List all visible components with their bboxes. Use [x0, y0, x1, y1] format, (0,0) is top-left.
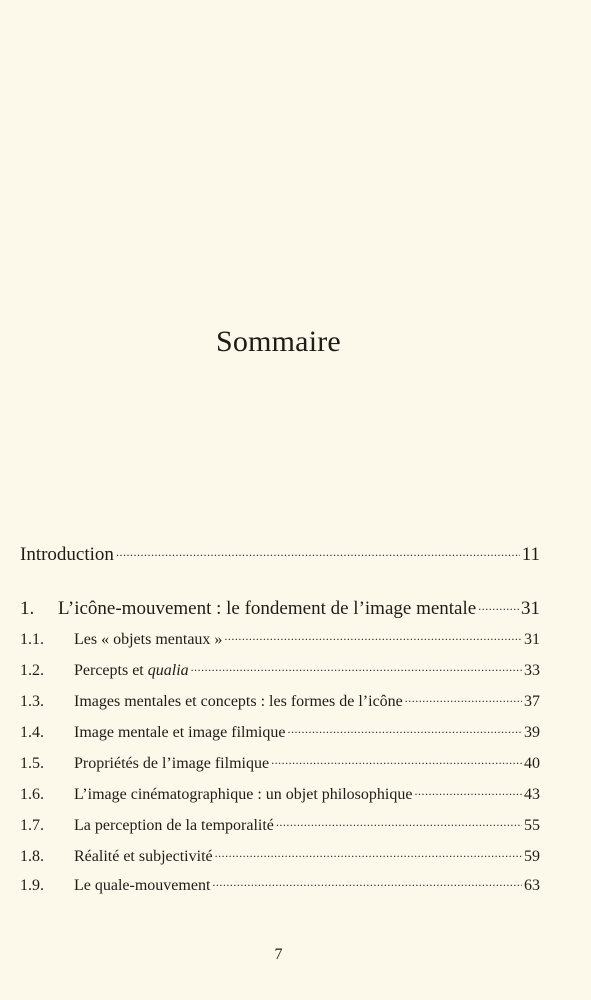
toc-entry-page: 59 [524, 848, 540, 865]
dot-leader [271, 752, 522, 768]
toc-entry-section [20, 659, 540, 680]
toc-entry-number: 1.3. [20, 693, 44, 710]
toc-entry-number: 1.6. [20, 786, 44, 803]
toc-entry-section [20, 752, 540, 773]
toc-entry-number: 1.5. [20, 755, 44, 772]
page-number: 7 [274, 946, 283, 963]
toc-entry-label: L’image cinématographique : un objet philosophique [74, 786, 413, 803]
toc-entry-page: 63 [524, 877, 540, 894]
dot-leader [212, 874, 522, 890]
dot-leader [224, 628, 522, 644]
toc-entry-section [20, 814, 540, 835]
toc-entry-label: Propriétés de l’image filmique [74, 755, 270, 772]
toc-entry-section [20, 628, 540, 649]
toc-entry-section [20, 721, 540, 742]
toc-entry-label: Réalité et subjectivité [74, 848, 213, 865]
dot-leader [215, 845, 522, 861]
toc-entry-label: La perception de la temporalité [74, 817, 274, 834]
toc-entry-section [20, 690, 540, 711]
dot-leader [414, 783, 522, 799]
page-title: Sommaire [216, 325, 341, 358]
toc-entry-number: 1.8. [20, 848, 44, 865]
toc-entry-label: Images mentales et concepts : les formes de l’icône [74, 693, 403, 710]
toc-entry-section [20, 783, 540, 804]
toc-entry-number: 1.1. [20, 631, 44, 648]
toc-entry-label: Le quale-mouvement [74, 877, 211, 894]
toc-entry-number: 1.7. [20, 817, 44, 834]
toc-entry-page: 11 [521, 544, 540, 565]
toc-entry-page: 39 [524, 724, 540, 741]
toc-entry-section [20, 845, 540, 866]
dot-leader [191, 659, 522, 675]
toc-entry-section [20, 874, 540, 895]
toc-entry-number: 1. [20, 598, 35, 619]
toc-entry-chapter-1 [20, 595, 540, 620]
toc-entry-page: 31 [524, 631, 540, 648]
toc-entry-number: 1.4. [20, 724, 44, 741]
toc-entry-label-italic: qualia [147, 662, 189, 679]
toc-entry-label [74, 662, 189, 680]
toc-entry-number: 1.9. [20, 877, 44, 894]
dot-leader [478, 595, 519, 614]
toc-entry-label: Introduction [20, 544, 114, 565]
dot-leader [287, 721, 522, 737]
toc-entry-page: 33 [524, 662, 540, 679]
toc-entry-label: Les « objets mentaux » [74, 631, 223, 648]
dot-leader [405, 690, 522, 706]
dot-leader [276, 814, 522, 830]
dot-leader [116, 541, 520, 560]
toc-entry-label: L’icône-mouvement : le fondement de l’image mentale [58, 598, 477, 619]
toc-entry-label-text: Percepts et [74, 662, 148, 679]
toc-entry-page: 43 [524, 786, 540, 803]
toc-entry-page: 40 [524, 755, 540, 772]
toc-entry-page: 55 [524, 817, 540, 834]
toc-entry-page: 31 [521, 598, 540, 619]
toc-entry-number: 1.2. [20, 662, 44, 679]
toc-entry-page: 37 [524, 693, 540, 710]
toc-entry-label: Image mentale et image filmique [74, 724, 286, 741]
toc-entry-introduction [20, 541, 540, 566]
